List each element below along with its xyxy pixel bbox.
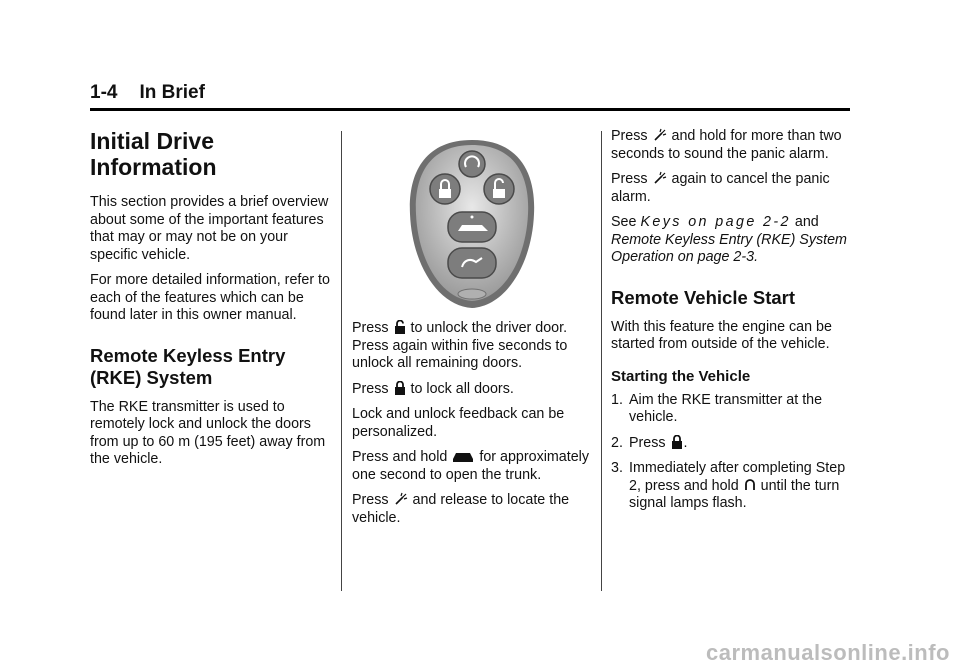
see-also-paragraph: See Keys on page 2-2 and Remote Keyless Entry (RKE) System Operation on page 2-3. <box>611 214 847 265</box>
initial-drive-title: Initial Drive Information <box>90 128 217 180</box>
key-fob-illustration <box>402 134 542 314</box>
column-3 <box>611 128 851 521</box>
intro-paragraph: This section provides a brief overview about some of the important features that may or may not be on your specific vehicle. <box>90 194 329 263</box>
panic-horn-icon <box>653 128 667 142</box>
keys-link[interactable]: Keys on page 2-2 <box>640 214 791 230</box>
rke-link[interactable]: Remote Keyless Entry (RKE) System Operation on page 2-3. <box>611 231 847 265</box>
column-1 <box>90 128 335 477</box>
panic-horn-icon <box>394 492 408 506</box>
list-item: 3. Immediately after completing Step 2, press and hold until the turn signal lamps flash. <box>611 460 846 511</box>
detail-paragraph: For more detailed information, refer to each of the features which can be found later in this owner manual. <box>90 272 330 323</box>
trunk-icon <box>452 449 474 463</box>
starting-steps <box>611 392 851 513</box>
remote-start-icon <box>744 478 756 492</box>
chapter-title: In Brief <box>139 82 205 103</box>
list-item: 1. Aim the RKE transmitter at the vehicle. <box>611 391 823 425</box>
trunk-paragraph: Press and hold for approximately one second to open the trunk. <box>352 449 589 483</box>
rke-title: Remote Keyless Entry (RKE) System <box>90 344 286 388</box>
header-rule <box>90 108 850 111</box>
remote-start-title: Remote Vehicle Start <box>611 286 796 308</box>
unlock-paragraph: Press to unlock the driver door. Press again within five seconds to unlock all remaining doors. <box>352 320 568 371</box>
column-divider-2 <box>601 131 602 591</box>
locate-paragraph: Press and release to locate the vehicle. <box>352 492 570 526</box>
page-number: 1-4 <box>90 82 118 103</box>
watermark: carmanualsonline.info <box>706 640 950 665</box>
panic-horn-icon <box>653 171 667 185</box>
column-divider-1 <box>341 131 342 591</box>
rke-paragraph: The RKE transmitter is used to remotely lock and unlock the doors from up to 60 m (195 feet) away from the vehicle. <box>90 398 326 467</box>
column-2 <box>352 128 592 535</box>
cancel-paragraph: Press again to cancel the panic alarm. <box>611 171 830 205</box>
remote-start-paragraph: With this feature the engine can be started from outside of the vehicle. <box>611 318 832 352</box>
starting-title: Starting the Vehicle <box>611 367 751 385</box>
lock-icon <box>671 435 683 449</box>
lock-icon <box>394 381 406 395</box>
lock-paragraph: Press to lock all doors. <box>352 380 514 397</box>
panic-paragraph: Press and hold for more than two seconds to sound the panic alarm. <box>611 128 842 162</box>
list-item: 2. Press . <box>611 434 688 451</box>
feedback-paragraph: Lock and unlock feedback can be personalized. <box>352 406 565 440</box>
page-header <box>90 82 850 111</box>
unlock-icon <box>394 320 406 334</box>
